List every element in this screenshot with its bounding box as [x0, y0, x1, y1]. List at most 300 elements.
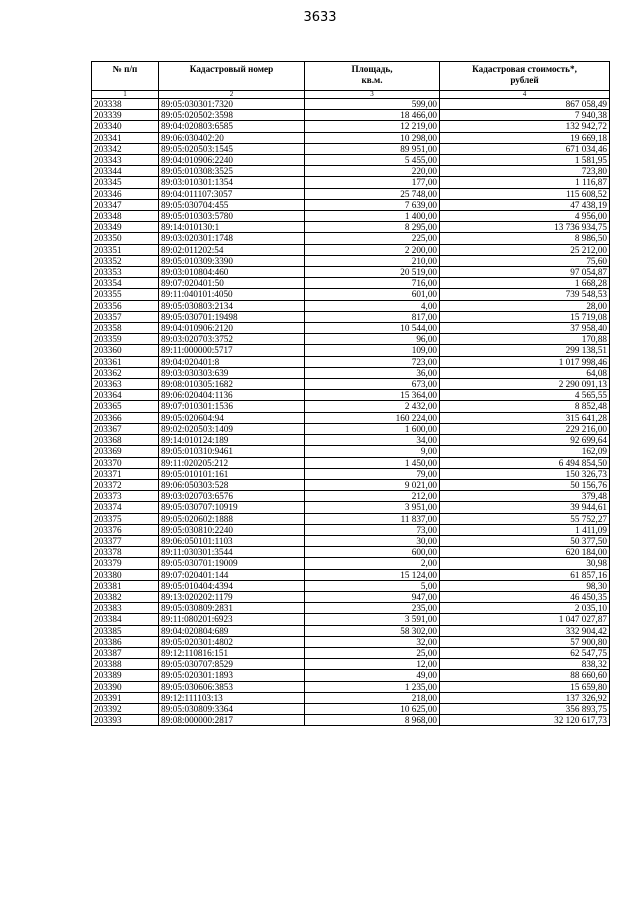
row-number-cell: 203364 — [92, 390, 159, 401]
cadastral-number-cell: 89:05:010309:3390 — [159, 255, 305, 266]
cadastral-number-cell: 89:05:030810:2240 — [159, 524, 305, 535]
cadastral-value-cell: 98,30 — [440, 580, 610, 591]
table-row — [92, 580, 610, 591]
cadastral-value-cell: 1 047 027,87 — [440, 614, 610, 625]
cadastral-number-cell: 89:03:010804:460 — [159, 267, 305, 278]
table-row — [92, 244, 610, 255]
cadastral-value-cell: 620 184,00 — [440, 547, 610, 558]
row-number-cell: 203375 — [92, 513, 159, 524]
table-row — [92, 479, 610, 490]
row-number-cell: 203392 — [92, 703, 159, 714]
cadastral-number-cell: 89:11:000000:5717 — [159, 345, 305, 356]
row-number-cell: 203357 — [92, 311, 159, 322]
page-number: 3633 — [303, 10, 337, 25]
cadastral-value-cell: 2 290 091,13 — [440, 379, 610, 390]
cadastral-value-table — [91, 61, 610, 726]
cadastral-number-cell: 89:05:020301:4802 — [159, 636, 305, 647]
area-cell: 8 295,00 — [305, 222, 440, 233]
header-cadastral-value-line-2: рублей — [510, 75, 539, 85]
cadastral-value-cell: 137 326,92 — [440, 692, 610, 703]
table-row — [92, 323, 610, 334]
cadastral-number-cell: 89:05:020503:1545 — [159, 143, 305, 154]
cadastral-number-cell: 89:03:020301:1748 — [159, 233, 305, 244]
table-row — [92, 468, 610, 479]
area-cell: 220,00 — [305, 166, 440, 177]
area-cell: 15 364,00 — [305, 390, 440, 401]
table-row — [92, 267, 610, 278]
cadastral-number-cell: 89:12:111103:13 — [159, 692, 305, 703]
area-cell: 10 625,00 — [305, 703, 440, 714]
cadastral-value-cell: 315 641,28 — [440, 412, 610, 423]
cadastral-number-cell: 89:05:030707:8529 — [159, 659, 305, 670]
cadastral-number-cell: 89:07:020401:50 — [159, 278, 305, 289]
row-number-cell: 203341 — [92, 132, 159, 143]
row-number-cell: 203351 — [92, 244, 159, 255]
cadastral-value-cell: 37 958,40 — [440, 323, 610, 334]
cadastral-value-cell: 62 547,75 — [440, 647, 610, 658]
cadastral-value-cell: 64,08 — [440, 367, 610, 378]
header-area-line-2: кв.м. — [361, 75, 383, 85]
row-number-cell: 203370 — [92, 457, 159, 468]
cadastral-value-cell: 8 986,50 — [440, 233, 610, 244]
area-cell: 817,00 — [305, 311, 440, 322]
cadastral-value-cell: 92 699,64 — [440, 435, 610, 446]
table-row — [92, 233, 610, 244]
row-number-cell: 203384 — [92, 614, 159, 625]
cadastral-number-cell: 89:05:010101:161 — [159, 468, 305, 479]
table-row — [92, 435, 610, 446]
cadastral-number-cell: 89:05:030704:455 — [159, 199, 305, 210]
table-row — [92, 155, 610, 166]
row-number-cell: 203358 — [92, 323, 159, 334]
cadastral-number-cell: 89:14:010124:189 — [159, 435, 305, 446]
row-number-cell: 203361 — [92, 356, 159, 367]
area-cell: 160 224,00 — [305, 412, 440, 423]
column-number: 3 — [305, 91, 440, 99]
table-row — [92, 311, 610, 322]
cadastral-value-cell: 229 216,00 — [440, 423, 610, 434]
area-cell: 599,00 — [305, 99, 440, 110]
area-cell: 5 455,00 — [305, 155, 440, 166]
table-row — [92, 188, 610, 199]
area-cell: 30,00 — [305, 535, 440, 546]
cadastral-value-cell: 299 138,51 — [440, 345, 610, 356]
area-cell: 225,00 — [305, 233, 440, 244]
row-number-cell: 203343 — [92, 155, 159, 166]
area-cell: 9 021,00 — [305, 479, 440, 490]
cadastral-number-cell: 89:05:020502:3598 — [159, 110, 305, 121]
cadastral-value-cell: 1 668,28 — [440, 278, 610, 289]
cadastral-value-cell: 867 058,49 — [440, 99, 610, 110]
header-row-number — [92, 62, 159, 91]
table-row — [92, 367, 610, 378]
row-number-cell: 203385 — [92, 625, 159, 636]
row-number-cell: 203373 — [92, 491, 159, 502]
table-row — [92, 379, 610, 390]
table-row — [92, 591, 610, 602]
area-cell: 20 519,00 — [305, 267, 440, 278]
cadastral-value-cell: 50 377,50 — [440, 535, 610, 546]
cadastral-number-cell: 89:05:020602:1888 — [159, 513, 305, 524]
cadastral-value-cell: 356 893,75 — [440, 703, 610, 714]
cadastral-value-cell: 1 017 998,46 — [440, 356, 610, 367]
table-row — [92, 681, 610, 692]
cadastral-number-cell: 89:05:020604:94 — [159, 412, 305, 423]
cadastral-value-cell: 4 956,00 — [440, 211, 610, 222]
cadastral-number-cell: 89:05:010308:3525 — [159, 166, 305, 177]
row-number-cell: 203340 — [92, 121, 159, 132]
area-cell: 9,00 — [305, 446, 440, 457]
area-cell: 2 200,00 — [305, 244, 440, 255]
cadastral-number-cell: 89:05:030803:2134 — [159, 300, 305, 311]
cadastral-value-cell: 1 116,87 — [440, 177, 610, 188]
cadastral-value-cell: 115 608,52 — [440, 188, 610, 199]
row-number-cell: 203380 — [92, 569, 159, 580]
area-cell: 89 951,00 — [305, 143, 440, 154]
area-cell: 5,00 — [305, 580, 440, 591]
cadastral-value-cell: 8 852,48 — [440, 401, 610, 412]
area-cell: 212,00 — [305, 491, 440, 502]
area-cell: 1 450,00 — [305, 457, 440, 468]
table-row — [92, 636, 610, 647]
row-number-cell: 203339 — [92, 110, 159, 121]
table-row — [92, 300, 610, 311]
cadastral-number-cell: 89:05:030701:19498 — [159, 311, 305, 322]
cadastral-number-cell: 89:06:050303:528 — [159, 479, 305, 490]
row-number-cell: 203338 — [92, 99, 159, 110]
table-row — [92, 569, 610, 580]
table-row — [92, 703, 610, 714]
area-cell: 25,00 — [305, 647, 440, 658]
area-cell: 218,00 — [305, 692, 440, 703]
cadastral-number-cell: 89:11:020205:212 — [159, 457, 305, 468]
table-row — [92, 423, 610, 434]
cadastral-number-cell: 89:05:020301:1893 — [159, 670, 305, 681]
table-row — [92, 211, 610, 222]
cadastral-value-cell: 19 669,18 — [440, 132, 610, 143]
row-number-cell: 203342 — [92, 143, 159, 154]
cadastral-value-cell: 75,60 — [440, 255, 610, 266]
table-row — [92, 513, 610, 524]
area-cell: 12 219,00 — [305, 121, 440, 132]
table-row — [92, 647, 610, 658]
column-number-row — [92, 91, 610, 99]
area-cell: 4,00 — [305, 300, 440, 311]
area-cell: 10 298,00 — [305, 132, 440, 143]
area-cell: 32,00 — [305, 636, 440, 647]
row-number-cell: 203366 — [92, 412, 159, 423]
cadastral-value-cell: 46 450,35 — [440, 591, 610, 602]
cadastral-value-cell: 132 942,72 — [440, 121, 610, 132]
area-cell: 2 432,00 — [305, 401, 440, 412]
table-row — [92, 345, 610, 356]
table-header — [92, 62, 610, 99]
area-cell: 18 466,00 — [305, 110, 440, 121]
row-number-cell: 203390 — [92, 681, 159, 692]
area-cell: 7 639,00 — [305, 199, 440, 210]
row-number-cell: 203374 — [92, 502, 159, 513]
table-row — [92, 625, 610, 636]
cadastral-number-cell: 89:12:110816:151 — [159, 647, 305, 658]
cadastral-number-cell: 89:03:020703:6576 — [159, 491, 305, 502]
area-cell: 235,00 — [305, 603, 440, 614]
row-number-cell: 203344 — [92, 166, 159, 177]
column-number: 4 — [440, 91, 610, 99]
header-row-number-line-1: № п/п — [112, 64, 138, 74]
cadastral-value-cell: 30,98 — [440, 558, 610, 569]
area-cell: 79,00 — [305, 468, 440, 479]
cadastral-number-cell: 89:13:020202:1179 — [159, 591, 305, 602]
cadastral-number-cell: 89:06:050101:1103 — [159, 535, 305, 546]
cadastral-number-cell: 89:05:030701:19009 — [159, 558, 305, 569]
table-row — [92, 390, 610, 401]
row-number-cell: 203360 — [92, 345, 159, 356]
row-number-cell: 203379 — [92, 558, 159, 569]
cadastral-number-cell: 89:03:010301:1354 — [159, 177, 305, 188]
cadastral-value-cell: 39 944,61 — [440, 502, 610, 513]
column-number: 1 — [92, 91, 159, 99]
row-number-cell: 203348 — [92, 211, 159, 222]
row-number-cell: 203352 — [92, 255, 159, 266]
cadastral-number-cell: 89:05:010303:5780 — [159, 211, 305, 222]
area-cell: 1 400,00 — [305, 211, 440, 222]
header-area — [305, 62, 440, 91]
cadastral-value-cell: 1 411,09 — [440, 524, 610, 535]
row-number-cell: 203388 — [92, 659, 159, 670]
table-row — [92, 457, 610, 468]
cadastral-value-cell: 15 659,80 — [440, 681, 610, 692]
row-number-cell: 203365 — [92, 401, 159, 412]
area-cell: 25 748,00 — [305, 188, 440, 199]
cadastral-number-cell: 89:04:020804:689 — [159, 625, 305, 636]
cadastral-number-cell: 89:11:040101:4050 — [159, 289, 305, 300]
cadastral-value-cell: 61 857,16 — [440, 569, 610, 580]
area-cell: 96,00 — [305, 334, 440, 345]
area-cell: 601,00 — [305, 289, 440, 300]
cadastral-value-cell: 25 212,00 — [440, 244, 610, 255]
table-row — [92, 603, 610, 614]
cadastral-number-cell: 89:07:020401:144 — [159, 569, 305, 580]
area-cell: 3 951,00 — [305, 502, 440, 513]
area-cell: 11 837,00 — [305, 513, 440, 524]
table-row — [92, 132, 610, 143]
header-cadastral-value-line-1: Кадастровая стоимость*, — [472, 64, 577, 74]
table-row — [92, 199, 610, 210]
cadastral-number-cell: 89:02:020503:1409 — [159, 423, 305, 434]
row-number-cell: 203346 — [92, 188, 159, 199]
row-number-cell: 203347 — [92, 199, 159, 210]
table-row — [92, 278, 610, 289]
area-cell: 34,00 — [305, 435, 440, 446]
cadastral-number-cell: 89:04:010906:2120 — [159, 323, 305, 334]
row-number-cell: 203376 — [92, 524, 159, 535]
cadastral-number-cell: 89:11:080201:6923 — [159, 614, 305, 625]
area-cell: 673,00 — [305, 379, 440, 390]
cadastral-value-cell: 4 565,55 — [440, 390, 610, 401]
cadastral-number-cell: 89:03:020703:3752 — [159, 334, 305, 345]
table-row — [92, 558, 610, 569]
header-cadastral-number-line-1: Кадастровый номер — [189, 64, 274, 74]
cadastral-value-cell: 671 034,46 — [440, 143, 610, 154]
cadastral-number-cell: 89:04:020803:6585 — [159, 121, 305, 132]
table-row — [92, 715, 610, 726]
area-cell: 2,00 — [305, 558, 440, 569]
cadastral-value-cell: 150 326,73 — [440, 468, 610, 479]
cadastral-value-cell: 13 736 934,75 — [440, 222, 610, 233]
row-number-cell: 203369 — [92, 446, 159, 457]
area-cell: 58 302,00 — [305, 625, 440, 636]
cadastral-value-cell: 50 156,76 — [440, 479, 610, 490]
area-cell: 3 591,00 — [305, 614, 440, 625]
cadastral-value-cell: 739 548,53 — [440, 289, 610, 300]
row-number-cell: 203381 — [92, 580, 159, 591]
cadastral-value-cell: 7 940,38 — [440, 110, 610, 121]
cadastral-number-cell: 89:05:030809:2831 — [159, 603, 305, 614]
cadastral-number-cell: 89:05:030809:3364 — [159, 703, 305, 714]
cadastral-value-cell: 57 900,80 — [440, 636, 610, 647]
row-number-cell: 203377 — [92, 535, 159, 546]
cadastral-number-cell: 89:05:030301:7320 — [159, 99, 305, 110]
table-row — [92, 692, 610, 703]
table-row — [92, 356, 610, 367]
cadastral-value-cell: 97 054,87 — [440, 267, 610, 278]
column-number: 2 — [159, 91, 305, 99]
area-cell: 210,00 — [305, 255, 440, 266]
table-row — [92, 143, 610, 154]
row-number-cell: 203353 — [92, 267, 159, 278]
area-cell: 10 544,00 — [305, 323, 440, 334]
area-cell: 109,00 — [305, 345, 440, 356]
table-row — [92, 177, 610, 188]
row-number-cell: 203371 — [92, 468, 159, 479]
header-row — [92, 62, 610, 91]
cadastral-number-cell: 89:07:010301:1536 — [159, 401, 305, 412]
area-cell: 73,00 — [305, 524, 440, 535]
row-number-cell: 203359 — [92, 334, 159, 345]
area-cell: 947,00 — [305, 591, 440, 602]
row-number-cell: 203354 — [92, 278, 159, 289]
row-number-cell: 203368 — [92, 435, 159, 446]
cadastral-number-cell: 89:04:011107:3057 — [159, 188, 305, 199]
header-cadastral-value — [440, 62, 610, 91]
cadastral-value-cell: 28,00 — [440, 300, 610, 311]
cadastral-value-cell: 332 904,42 — [440, 625, 610, 636]
area-cell: 1 600,00 — [305, 423, 440, 434]
row-number-cell: 203350 — [92, 233, 159, 244]
cadastral-number-cell: 89:11:030301:3544 — [159, 547, 305, 558]
area-cell: 1 235,00 — [305, 681, 440, 692]
row-number-cell: 203372 — [92, 479, 159, 490]
cadastral-value-cell: 162,09 — [440, 446, 610, 457]
table-row — [92, 614, 610, 625]
cadastral-value-cell: 1 581,95 — [440, 155, 610, 166]
cadastral-number-cell: 89:06:020404:1136 — [159, 390, 305, 401]
table-row — [92, 412, 610, 423]
cadastral-number-cell: 89:14:010130:1 — [159, 222, 305, 233]
area-cell: 36,00 — [305, 367, 440, 378]
cadastral-number-cell: 89:05:010310:9461 — [159, 446, 305, 457]
table-row — [92, 401, 610, 412]
row-number-cell: 203349 — [92, 222, 159, 233]
cadastral-value-cell: 723,80 — [440, 166, 610, 177]
area-cell: 600,00 — [305, 547, 440, 558]
area-cell: 177,00 — [305, 177, 440, 188]
cadastral-number-cell: 89:02:011202:54 — [159, 244, 305, 255]
cadastral-number-cell: 89:05:030606:3853 — [159, 681, 305, 692]
cadastral-number-cell: 89:04:010906:2240 — [159, 155, 305, 166]
area-cell: 8 968,00 — [305, 715, 440, 726]
table-row — [92, 659, 610, 670]
area-cell: 15 124,00 — [305, 569, 440, 580]
row-number-cell: 203356 — [92, 300, 159, 311]
cadastral-value-cell: 170,88 — [440, 334, 610, 345]
cadastral-number-cell: 89:06:030402:20 — [159, 132, 305, 143]
row-number-cell: 203389 — [92, 670, 159, 681]
cadastral-value-cell: 55 752,27 — [440, 513, 610, 524]
header-cadastral-number — [159, 62, 305, 91]
table-row — [92, 547, 610, 558]
table-row — [92, 670, 610, 681]
header-area-line-1: Площадь, — [351, 64, 393, 74]
cadastral-number-cell: 89:08:010305:1682 — [159, 379, 305, 390]
table-row — [92, 535, 610, 546]
table-row — [92, 334, 610, 345]
cadastral-number-cell: 89:08:000000:2817 — [159, 715, 305, 726]
cadastral-number-cell: 89:03:030303:639 — [159, 367, 305, 378]
table-row — [92, 524, 610, 535]
table-row — [92, 110, 610, 121]
row-number-cell: 203387 — [92, 647, 159, 658]
cadastral-number-cell: 89:04:020401:8 — [159, 356, 305, 367]
table-row — [92, 99, 610, 110]
cadastral-value-cell: 32 120 617,73 — [440, 715, 610, 726]
cadastral-value-cell: 6 494 854,50 — [440, 457, 610, 468]
table-row — [92, 502, 610, 513]
table-row — [92, 446, 610, 457]
row-number-cell: 203393 — [92, 715, 159, 726]
cadastral-number-cell: 89:05:030707:10919 — [159, 502, 305, 513]
row-number-cell: 203355 — [92, 289, 159, 300]
table-row — [92, 255, 610, 266]
area-cell: 716,00 — [305, 278, 440, 289]
row-number-cell: 203391 — [92, 692, 159, 703]
table-row — [92, 166, 610, 177]
cadastral-value-cell: 88 660,60 — [440, 670, 610, 681]
area-cell: 723,00 — [305, 356, 440, 367]
table-row — [92, 222, 610, 233]
cadastral-value-cell: 2 035,10 — [440, 603, 610, 614]
row-number-cell: 203367 — [92, 423, 159, 434]
table-row — [92, 121, 610, 132]
cadastral-value-cell: 15 719,08 — [440, 311, 610, 322]
row-number-cell: 203378 — [92, 547, 159, 558]
row-number-cell: 203362 — [92, 367, 159, 378]
cadastral-value-cell: 838,32 — [440, 659, 610, 670]
row-number-cell: 203382 — [92, 591, 159, 602]
cadastral-value-cell: 379,48 — [440, 491, 610, 502]
table-row — [92, 491, 610, 502]
row-number-cell: 203386 — [92, 636, 159, 647]
row-number-cell: 203363 — [92, 379, 159, 390]
area-cell: 49,00 — [305, 670, 440, 681]
area-cell: 12,00 — [305, 659, 440, 670]
row-number-cell: 203345 — [92, 177, 159, 188]
table-row — [92, 289, 610, 300]
row-number-cell: 203383 — [92, 603, 159, 614]
cadastral-value-cell: 47 438,19 — [440, 199, 610, 210]
table-body — [92, 99, 610, 726]
cadastral-number-cell: 89:05:010404:4394 — [159, 580, 305, 591]
